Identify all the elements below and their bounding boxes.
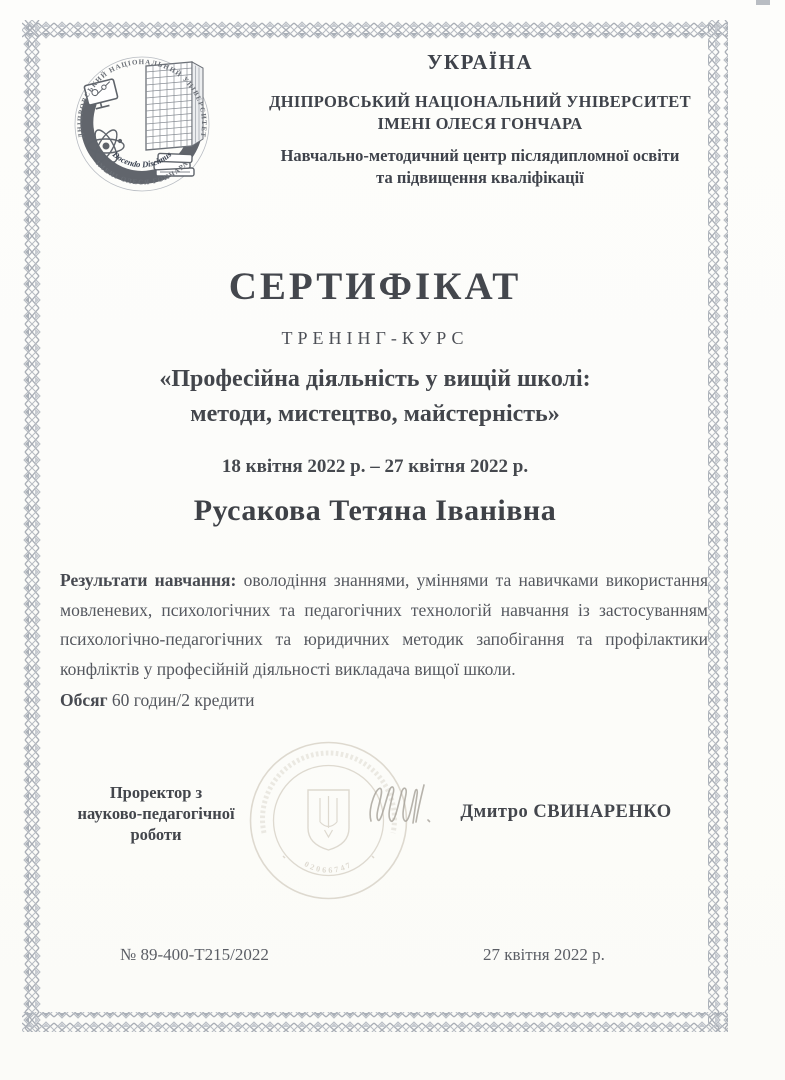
signer-name: Дмитро СВИНАРЕНКО bbox=[460, 802, 672, 822]
header-block bbox=[232, 50, 728, 189]
university-name-line1: ДНІПРОВСЬКИЙ НАЦІОНАЛЬНИЙ УНІВЕРСИТЕТ bbox=[269, 92, 691, 111]
certificate-subtitle: ТРЕНІНГ-КУРС bbox=[281, 328, 469, 348]
seal-code-text: 02066747 bbox=[302, 859, 355, 875]
certificate-title: СЕРТИФІКАТ bbox=[228, 265, 522, 308]
center-name-line1: Навчально-методичний центр післядипломної освіти bbox=[280, 146, 680, 165]
certificate-number: № 89-400-Т215/2022 bbox=[120, 945, 269, 964]
learning-results-paragraph bbox=[60, 566, 708, 684]
logo-ring-top-text: ДНІПРОВСЬКИЙ НАЦІОНАЛЬНИЙ УНІВЕРСИТЕТ bbox=[75, 58, 209, 139]
university-name-line2: ІМЕНІ ОЛЕСЯ ГОНЧАРА bbox=[377, 113, 583, 133]
learning-results-label: Результати навчання: bbox=[60, 570, 237, 590]
logo-ring-bottom-text: ІМЕНІ ОЛЕСЯ ГОНЧАРА bbox=[93, 159, 191, 187]
signer-title bbox=[58, 782, 254, 845]
learning-results-text: оволодіння знаннями, уміннями та навичками використання мовленевих, психологічних та педагогічних технологій навчання із застосуванням психологічно-педагогічних та юридичних методик запобігання та профілактики конфліктів у професійній діяльності викладача вищої школи. bbox=[60, 570, 708, 679]
volume-label: Обсяг bbox=[60, 690, 108, 710]
border-bottom bbox=[22, 1012, 728, 1032]
course-dates: 18 квітня 2022 р. – 27 квітня 2022 р. bbox=[221, 456, 529, 477]
border-top bbox=[22, 20, 728, 40]
recipient-name: Русакова Тетяна Іванівна bbox=[193, 494, 557, 527]
scan-artifact bbox=[756, 0, 770, 5]
university-logo bbox=[58, 52, 226, 204]
signer-title-line2: науково-педагогічної роботи bbox=[77, 804, 235, 844]
center-name-line2: та підвищення кваліфікації bbox=[376, 168, 584, 187]
issue-date: 27 квітня 2022 р. bbox=[483, 945, 605, 964]
signer-title-line1: Проректор з bbox=[109, 783, 203, 802]
volume-text: 60 годин/2 кредити bbox=[111, 690, 255, 710]
volume-line bbox=[60, 690, 254, 711]
logo-motto-text: Docendo Discimus bbox=[110, 149, 174, 170]
country-title: УКРАЇНА bbox=[426, 50, 534, 74]
handwritten-signature bbox=[366, 776, 438, 832]
course-title-line2: методи, мистецтво, майстерність» bbox=[190, 401, 560, 427]
course-title-line1: «Професійна діяльність у вищій школі: bbox=[159, 366, 591, 392]
course-title bbox=[22, 362, 728, 432]
